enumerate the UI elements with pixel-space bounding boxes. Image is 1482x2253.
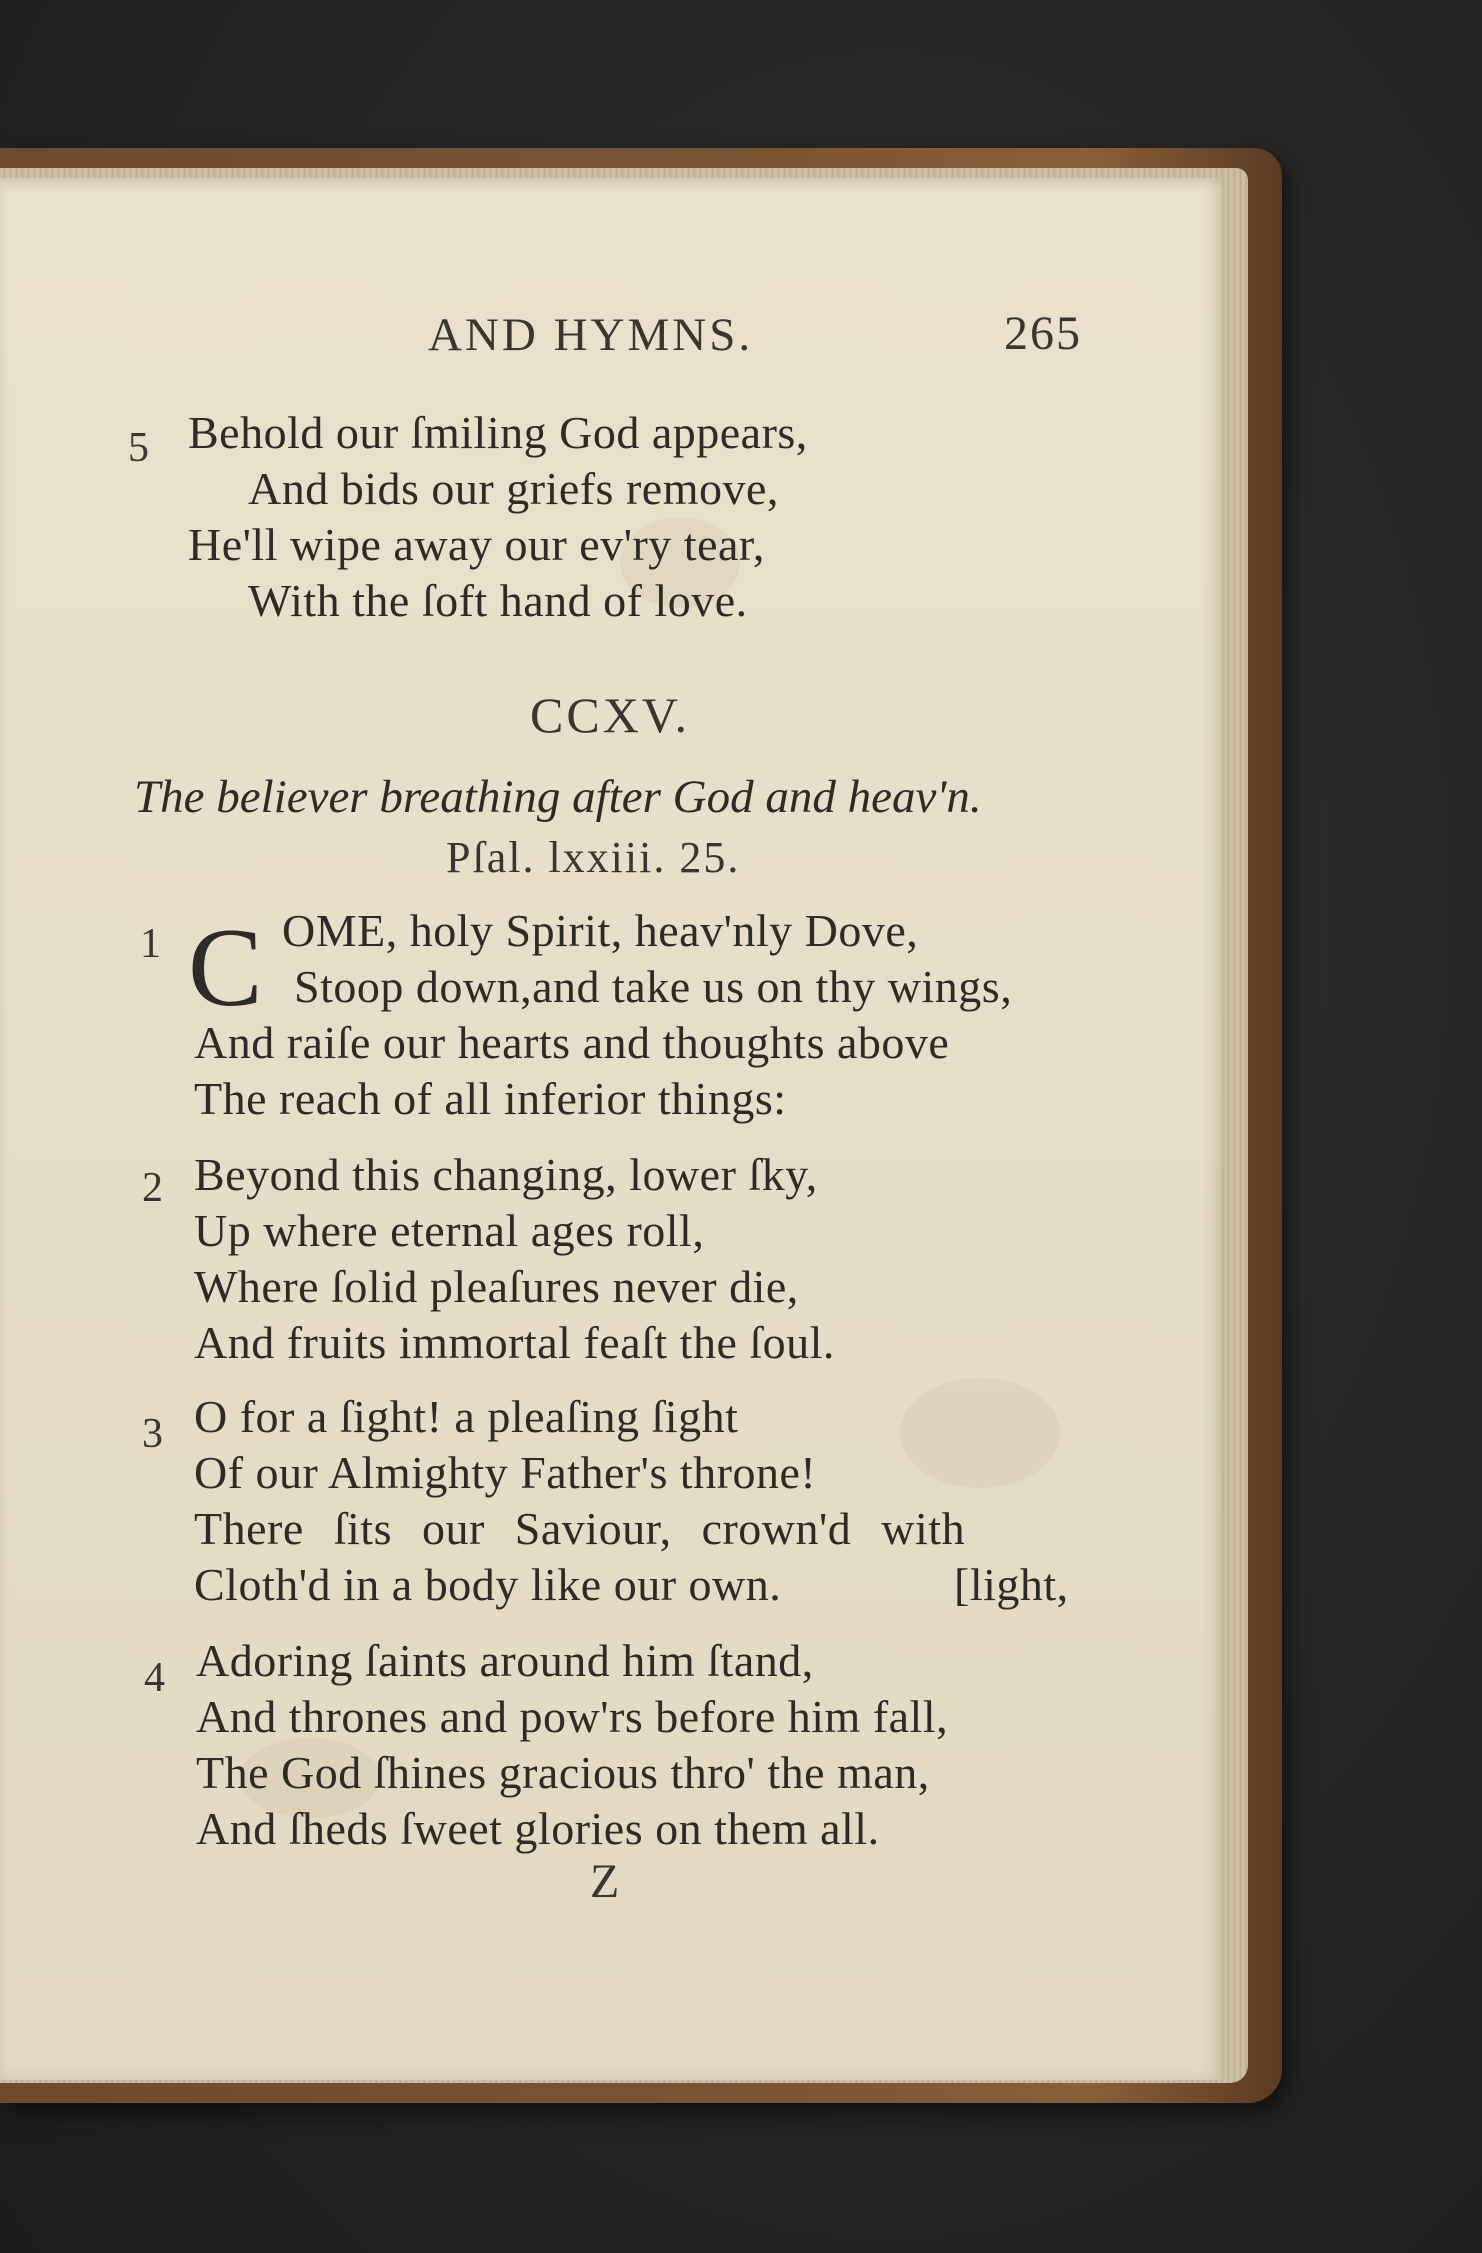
- stanza-number: 1: [140, 921, 161, 967]
- verse-line: Up where eternal ages roll,: [194, 1205, 705, 1256]
- scripture-reference: Pſal. lxxiii. 25.: [446, 833, 741, 882]
- verse-line: Beyond this changing, lower ſky,: [194, 1149, 818, 1200]
- signature-mark: Z: [590, 1855, 620, 1908]
- verse-line: And fruits immortal feaſt the ſoul.: [194, 1317, 835, 1368]
- stanza-number: 3: [142, 1411, 163, 1457]
- stanza-number: 5: [128, 425, 149, 471]
- verse-line: And raiſe our hearts and thoughts above: [194, 1017, 950, 1068]
- verse-line: Cloth'd in a body like our own.: [194, 1559, 782, 1610]
- verse-line: And thrones and pow'rs before him fall,: [196, 1691, 949, 1742]
- stanza-number: 2: [142, 1165, 163, 1211]
- page-number: 265: [1004, 307, 1082, 360]
- verse-line: He'll wipe away our ev'ry tear,: [188, 519, 765, 570]
- verse-line: The reach of all inferior things:: [194, 1073, 787, 1124]
- verse-line: With the ſoft hand of love.: [248, 575, 748, 626]
- hymn-title: The believer breathing after God and heav'n.: [134, 771, 982, 823]
- book-page: [0, 178, 1222, 2080]
- paper-stain: [900, 1378, 1060, 1488]
- verse-line: And ſheds ſweet glories on them all.: [196, 1803, 880, 1854]
- drop-cap: C: [188, 906, 263, 1030]
- verse-line: There ſits our Saviour, crown'd with: [194, 1503, 966, 1554]
- verse-line: Where ſolid pleaſures never die,: [194, 1261, 799, 1312]
- stanza-number: 4: [144, 1655, 165, 1701]
- verse-line: OME, holy Spirit, heav'nly Dove,: [282, 905, 919, 956]
- verse-line: Of our Almighty Father's throne!: [194, 1447, 817, 1498]
- verse-line: Behold our ſmiling God appears,: [188, 407, 808, 458]
- running-head: AND HYMNS.: [428, 309, 754, 361]
- verse-line: The God ſhines gracious thro' the man,: [196, 1747, 930, 1798]
- verse-line: And bids our griefs remove,: [248, 463, 779, 514]
- verse-line-turnover: [light,: [954, 1559, 1069, 1610]
- verse-line: O for a ſight! a pleaſing ſight: [194, 1391, 739, 1442]
- verse-line: Stoop down,and take us on thy wings,: [294, 961, 1013, 1012]
- hymn-number: CCXV.: [530, 687, 690, 743]
- verse-line: Adoring ſaints around him ſtand,: [196, 1635, 814, 1686]
